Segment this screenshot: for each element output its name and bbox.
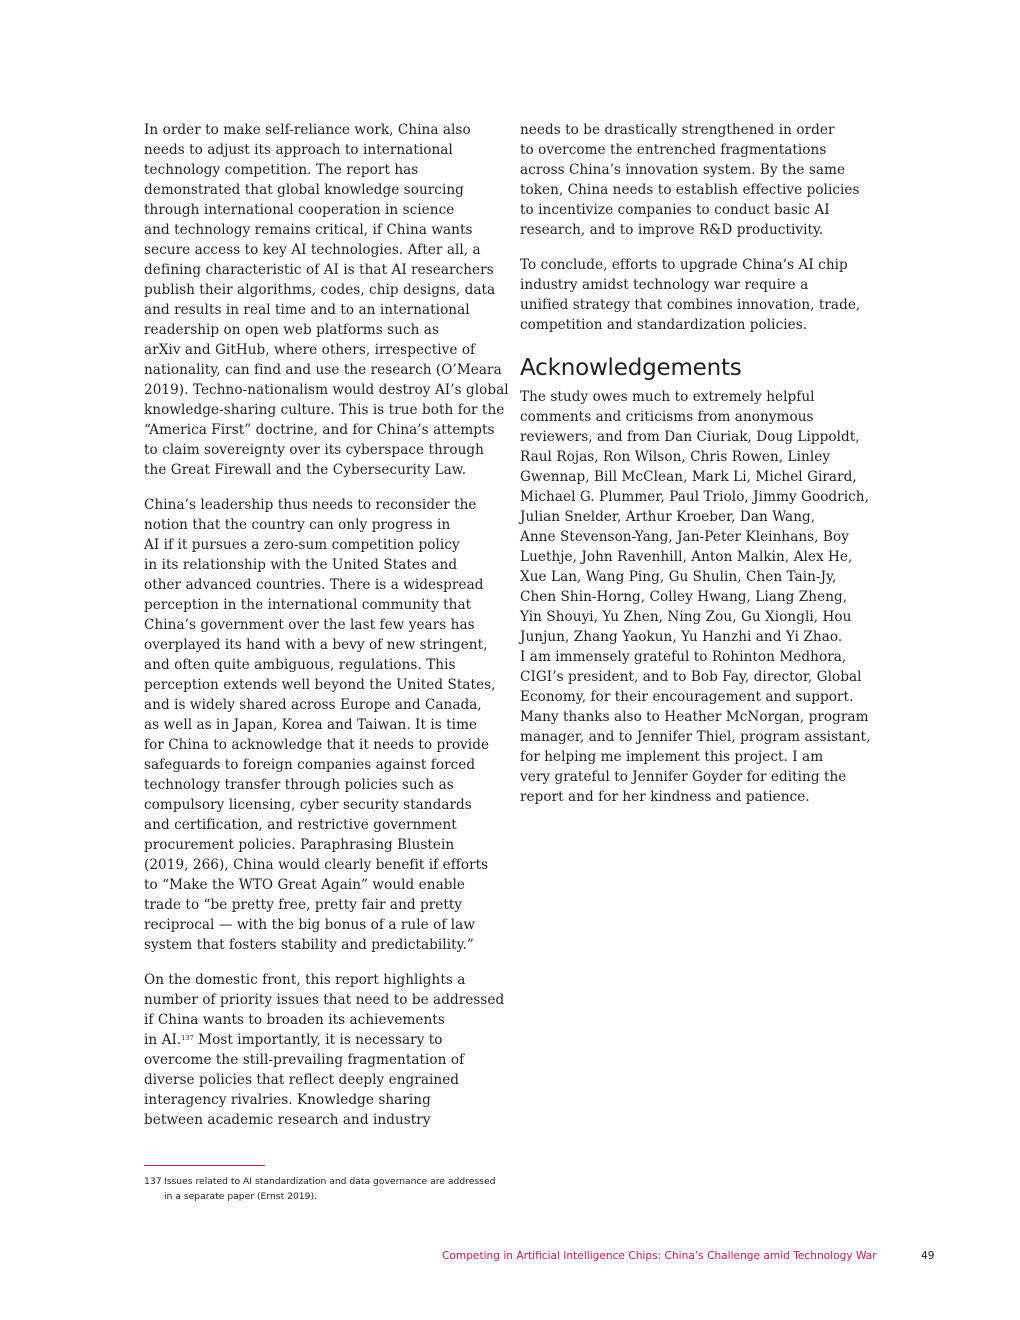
footnote-divider xyxy=(144,1165,265,1166)
text-line: “America First” doctrine, and for China’s attempts xyxy=(144,422,495,438)
acknowledgements-paragraph xyxy=(520,387,871,807)
body-paragraph xyxy=(520,255,866,335)
text-line: to incentivize companies to conduct basic AI xyxy=(520,202,830,218)
text-line: perception in the international community that xyxy=(144,597,472,613)
body-paragraph xyxy=(144,495,502,955)
text-line: To conclude, efforts to upgrade China’s AI chip xyxy=(520,257,848,273)
text-line: reviewers, and from Dan Ciuriak, Doug Lippoldt, xyxy=(520,429,860,445)
text-line: defining characteristic of AI is that AI researchers xyxy=(144,262,494,278)
text-line: to claim sovereignty over its cyberspace through xyxy=(144,442,484,458)
text-line: notion that the country can only progress in xyxy=(144,517,451,533)
text-line: Michael G. Plummer, Paul Triolo, Jimmy Goodrich, xyxy=(520,489,869,505)
text-line: The study owes much to extremely helpful xyxy=(520,389,815,405)
text-line: in AI.$^{137}$ Most importantly, it is necessary to xyxy=(144,1032,443,1048)
text-line: needs to adjust its approach to international xyxy=(144,142,453,158)
text-line: unified strategy that combines innovation, trade, xyxy=(520,297,861,313)
text-line: Yin Shouyi, Yu Zhen, Ning Zou, Gu Xiongli, Hou xyxy=(520,609,852,625)
text-line: between academic research and industry xyxy=(144,1112,431,1128)
text-line: Julian Snelder, Arthur Kroeber, Dan Wang, xyxy=(520,509,816,525)
text-line: secure access to key AI technologies. After all, a xyxy=(144,242,481,258)
section-heading: Acknowledgements xyxy=(520,355,742,381)
footnote-number: 137 xyxy=(144,1176,162,1187)
text-line: token, China needs to establish effective policies xyxy=(520,182,860,198)
text-line: other advanced countries. There is a widespread xyxy=(144,577,484,593)
text-line: technology competition. The report has xyxy=(144,162,419,178)
text-line: technology transfer through policies such as xyxy=(144,777,454,793)
text-line: I am immensely grateful to Rohinton Medhora, xyxy=(520,649,847,665)
left-column xyxy=(144,120,509,1145)
text-line: interagency rivalries. Knowledge sharing xyxy=(144,1092,431,1108)
text-line: In order to make self-reliance work, China also xyxy=(144,122,471,138)
text-line: nationality, can find and use the research (O’Meara xyxy=(144,362,502,378)
text-line: manager, and to Jennifer Thiel, program assistant, xyxy=(520,729,871,745)
text-line: reciprocal — with the big bonus of a rule of law xyxy=(144,917,476,933)
text-line: and technology remains critical, if China wants xyxy=(144,222,473,238)
text-line: and certification, and restrictive government xyxy=(144,817,457,833)
text-line: compulsory licensing, cyber security standards xyxy=(144,797,472,813)
text-line: report and for her kindness and patience. xyxy=(520,789,810,805)
text-line: safeguards to foreign companies against forced xyxy=(144,757,476,773)
text-line: CIGI’s president, and to Bob Fay, director, Global xyxy=(520,669,862,685)
text-line: Many thanks also to Heather McNorgan, program xyxy=(520,709,869,725)
page-number: 49 xyxy=(921,1250,935,1262)
text-line: as well as in Japan, Korea and Taiwan. It is time xyxy=(144,717,478,733)
text-line: China’s government over the last few years has xyxy=(144,617,475,633)
text-line: publish their algorithms, codes, chip designs, data xyxy=(144,282,496,298)
text-line: for helping me implement this project. I am xyxy=(520,749,824,765)
footnote-line: in a separate paper (Ernst 2019). xyxy=(164,1191,317,1202)
body-paragraph xyxy=(144,120,509,480)
footnote-line: 137 Issues related to AI standardization and data governance are addressed xyxy=(144,1176,496,1187)
text-line: China’s leadership thus needs to reconsider the xyxy=(144,497,477,513)
text-line: 2019). Techno-nationalism would destroy AI’s global xyxy=(144,382,509,398)
text-line: research, and to improve R&D productivity. xyxy=(520,222,824,238)
text-line: Economy, for their encouragement and support. xyxy=(520,689,854,705)
body-paragraph xyxy=(520,120,866,240)
text-line: comments and criticisms from anonymous xyxy=(520,409,814,425)
text-line: knowledge-sharing culture. This is true both for the xyxy=(144,402,505,418)
text-line: and results in real time and to an international xyxy=(144,302,470,318)
text-line: needs to be drastically strengthened in order xyxy=(520,122,835,138)
text-line: arXiv and GitHub, where others, irrespective of xyxy=(144,342,476,358)
footnote xyxy=(144,1174,504,1204)
text-line: demonstrated that global knowledge sourcing xyxy=(144,182,464,198)
text-line: for China to acknowledge that it needs to provide xyxy=(144,737,490,753)
text-line: Junjun, Zhang Yaokun, Yu Hanzhi and Yi Zhao. xyxy=(520,629,843,645)
text-line: to overcome the entrenched fragmentations xyxy=(520,142,827,158)
text-line: diverse policies that reflect deeply engrained xyxy=(144,1072,460,1088)
text-line: and is widely shared across Europe and Canada, xyxy=(144,697,482,713)
text-line: system that fosters stability and predictability.” xyxy=(144,937,474,953)
text-line: Anne Stevenson-Yang, Jan-Peter Kleinhans, Boy xyxy=(520,529,849,545)
text-line: AI if it pursues a zero-sum competition policy xyxy=(144,537,460,553)
text-line: Chen Shin-Horng, Colley Hwang, Liang Zheng, xyxy=(520,589,848,605)
body-paragraph xyxy=(144,970,505,1130)
text-line: the Great Firewall and the Cybersecurity Law. xyxy=(144,462,467,478)
text-line: to “Make the WTO Great Again” would enable xyxy=(144,877,465,893)
text-line: and often quite ambiguous, regulations. This xyxy=(144,657,456,673)
text-line: perception extends well beyond the United States, xyxy=(144,677,496,693)
text-line: number of priority issues that need to be addressed xyxy=(144,992,505,1008)
footnote-reference[interactable]: 137 xyxy=(181,1034,194,1042)
text-line: across China’s innovation system. By the same xyxy=(520,162,846,178)
text-line: trade to “be pretty free, pretty fair and pretty xyxy=(144,897,463,913)
text-line: overcome the still-prevailing fragmentation of xyxy=(144,1052,465,1068)
right-column xyxy=(520,120,871,822)
text-line: readership on open web platforms such as xyxy=(144,322,439,338)
text-line: (2019, 266), China would clearly benefit if efforts xyxy=(144,857,489,873)
text-line: Xue Lan, Wang Ping, Gu Shulin, Chen Tain-Jy, xyxy=(520,569,837,585)
running-footer-title: Competing in Artificial Intelligence Chips: China’s Challenge amid Technology War xyxy=(442,1250,877,1262)
text-line: in its relationship with the United States and xyxy=(144,557,458,573)
text-line: On the domestic front, this report highlights a xyxy=(144,972,466,988)
text-line: if China wants to broaden its achievements xyxy=(144,1012,445,1028)
text-line: Gwennap, Bill McClean, Mark Li, Michel Girard, xyxy=(520,469,857,485)
text-line: through international cooperation in science xyxy=(144,202,455,218)
text-line: industry amidst technology war require a xyxy=(520,277,809,293)
text-line: procurement policies. Paraphrasing Blustein xyxy=(144,837,455,853)
text-line: competition and standardization policies. xyxy=(520,317,808,333)
text-line: overplayed its hand with a bevy of new stringent, xyxy=(144,637,488,653)
text-line: Raul Rojas, Ron Wilson, Chris Rowen, Linley xyxy=(520,449,831,465)
text-line: very grateful to Jennifer Goyder for editing the xyxy=(520,769,847,785)
text-line: Luethje, John Ravenhill, Anton Malkin, Alex He, xyxy=(520,549,853,565)
